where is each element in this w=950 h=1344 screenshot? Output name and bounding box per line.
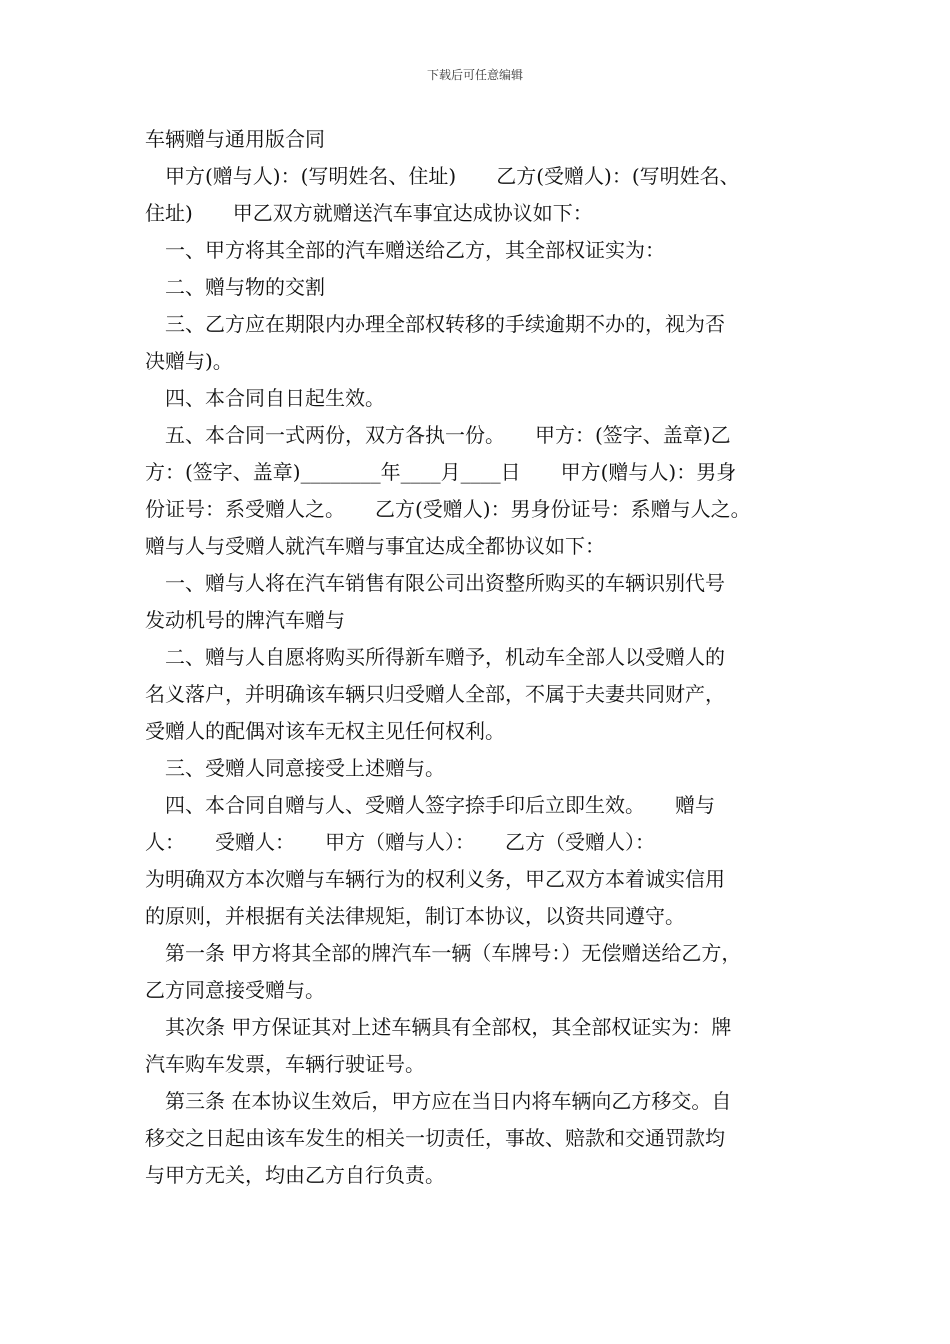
text-line: 人： 受赠人： 甲方（赠与人）： 乙方（受赠人）： — [145, 830, 655, 854]
text-line: 三、受赠人同意接受上述赠与。 — [145, 756, 445, 780]
header-note: 下载后可任意编辑 — [426, 68, 523, 82]
text-line: 乙方同意接受赠与。 — [145, 978, 325, 1002]
text-line: 汽车购车发票，车辆行驶证号。 — [145, 1052, 425, 1076]
text-line: 与甲方无关，均由乙方自行负责。 — [145, 1163, 445, 1187]
text-line: 四、本合同自日起生效。 — [145, 386, 385, 410]
text-line: 五、本合同一式两份，双方各执一份。 甲方：(签字、盖章)乙 — [145, 423, 731, 447]
text-line: 的原则，并根据有关法律规矩，制订本协议，以资共同遵守。 — [145, 904, 685, 928]
text-line: 名义落户，并明确该车辆只归受赠人全部，不属于夫妻共同财产， — [145, 682, 725, 706]
text-line: 方：(签字、盖章)________年____月____日 甲方(赠与人)：男身 — [145, 460, 737, 484]
text-line: 为明确双方本次赠与车辆行为的权利义务，甲乙双方本着诚实信用 — [145, 867, 725, 891]
text-line: 决赠与)。 — [145, 349, 233, 373]
text-line: 三、乙方应在期限内办理全部权转移的手续逾期不办的，视为否 — [145, 312, 725, 336]
text-line: 甲方(赠与人)：(写明姓名、住址) 乙方(受赠人)：(写明姓名、 — [145, 164, 740, 188]
document-title: 车辆赠与通用版合同 — [145, 127, 325, 151]
text-line: 赠与人与受赠人就汽车赠与事宜达成全都协议如下： — [145, 534, 605, 558]
text-line: 四、本合同自赠与人、受赠人签字捺手印后立即生效。 赠与 — [145, 793, 715, 817]
text-line: 发动机号的牌汽车赠与 — [145, 608, 345, 632]
text-line: 其次条 甲方保证其对上述车辆具有全部权，其全部权证实为：牌 — [145, 1015, 732, 1039]
text-line: 第一条 甲方将其全部的牌汽车一辆（车牌号：）无偿赠送给乙方， — [145, 941, 742, 965]
text-line: 二、赠与人自愿将购买所得新车赠予，机动车全部人以受赠人的 — [145, 645, 725, 669]
text-line: 二、赠与物的交割 — [145, 275, 325, 299]
text-line: 一、甲方将其全部的汽车赠送给乙方，其全部权证实为： — [145, 238, 665, 262]
text-line: 份证号：系受赠人之。 乙方(受赠人)：男身份证号：系赠与人之。 — [145, 497, 751, 521]
document-body — [145, 121, 825, 1194]
text-line: 受赠人的配偶对该车无权主见任何权利。 — [145, 719, 505, 743]
text-line: 移交之日起由该车发生的相关一切责任，事故、赔款和交通罚款均 — [145, 1126, 725, 1150]
text-line: 住址) 甲乙双方就赠送汽车事宜达成协议如下： — [145, 201, 593, 225]
text-line: 一、赠与人将在汽车销售有限公司出资整所购买的车辆识别代号 — [145, 571, 725, 595]
text-line: 第三条 在本协议生效后，甲方应在当日内将车辆向乙方移交。自 — [145, 1089, 732, 1113]
